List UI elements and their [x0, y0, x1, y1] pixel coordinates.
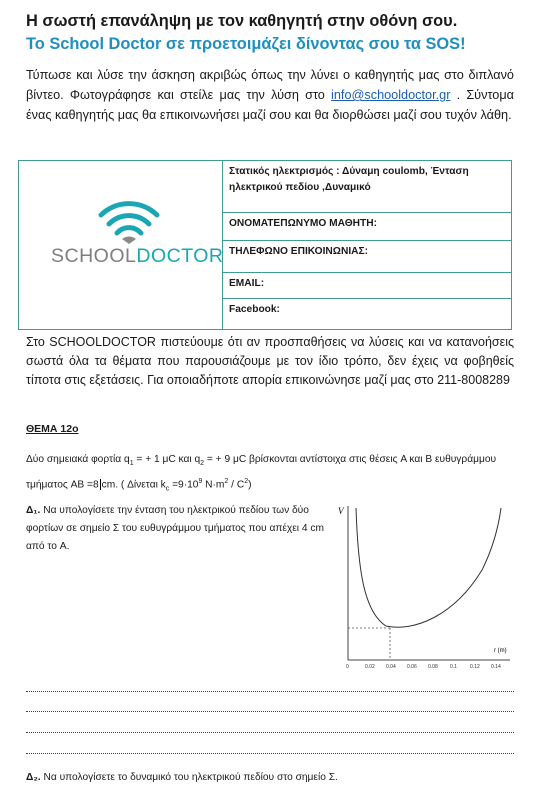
- question-d1-label: Δ₁.: [26, 505, 41, 516]
- wifi-logo-icon: [97, 199, 161, 245]
- phone-label: ΤΗΛΕΦΩΝΟ ΕΠΙΚΟΙΝΩΝΙΑΣ:: [229, 246, 369, 257]
- header-line-2: Το School Doctor σε προετοιμάζει δίνοντας σου τα SOS!: [26, 35, 466, 53]
- x-tick: 0.04: [386, 664, 396, 670]
- topic-field: [223, 161, 511, 213]
- answer-line: [26, 691, 514, 692]
- question-d2-label: Δ₂.: [26, 772, 41, 783]
- x-tick: 0: [346, 664, 349, 670]
- question-d1-text: Να υπολογίσετε την ένταση του ηλεκτρικού πεδίου των δύο φορτίων σε σημείο Σ του ευθυγράμμου τμήματος που απέχει 4 cm από το A.: [26, 505, 324, 552]
- student-info-box: [18, 160, 512, 330]
- x-tick: 0.1: [450, 664, 457, 670]
- answer-line: [26, 732, 514, 733]
- email-label: EMAIL:: [229, 278, 265, 289]
- logo-word-doctor: DOCTOR: [136, 245, 224, 267]
- student-name-field[interactable]: [223, 213, 511, 241]
- facebook-field[interactable]: [223, 299, 511, 329]
- logo-cell: [19, 161, 223, 329]
- exercise-title: ΘΕΜΑ 12ο: [26, 423, 79, 435]
- email-link[interactable]: info@schooldoctor.gr: [331, 88, 451, 102]
- intro-paragraph: [26, 65, 514, 125]
- y-axis-label: V: [338, 506, 344, 516]
- answer-line: [26, 753, 514, 754]
- student-name-label: ΟΝΟΜΑΤΕΠΩΝΥΜΟ ΜΑΘΗΤΗ:: [229, 218, 377, 229]
- facebook-label: Facebook:: [229, 304, 280, 315]
- intro-text: Τύπωσε και λύσε την άσκηση ακριβώς όπως την λύνει ο καθηγητής μας στο διπλανό βίντεο. Φωτογράφησε και στείλε μας την λύση στο: [26, 68, 514, 102]
- header-line-1: Η σωστή επανάληψη με τον καθηγητή στην οθόνη σου.: [26, 12, 458, 30]
- potential-graph: [334, 500, 516, 670]
- x-tick: 0.08: [428, 664, 438, 670]
- topic-text: Στατικός ηλεκτρισμός : Δύναμη coulomb, Ένταση ηλεκτρικού πεδίου ,Δυναμικό: [229, 166, 469, 193]
- answer-line: [26, 711, 514, 712]
- x-tick: 0.12: [470, 664, 480, 670]
- problem-statement: Δύο σημειακά φορτία $q_1$ = + 1 μC και $q_2$ = + 9 μC βρίσκονται αντίστοιχα στις θέσεις A και B ευθυγράμμου τμήματος AB =8 cm. ( Δίνεται $k_c =9\cdot 10^9$ $N\cdot m^2 / C^2$): [26, 454, 497, 493]
- x-tick: 0.06: [407, 664, 417, 670]
- email-field[interactable]: [223, 273, 511, 299]
- logo-wordmark: [51, 245, 224, 268]
- info-paragraph: Στο SCHOOLDOCTOR πιστεύουμε ότι αν προσπαθήσεις να λύσεις και να κατανοήσεις σωστά όλα τα θέματα που παρουσιάζουμε με τον ίδιο τρόπο, δεν έχεις να φοβηθείς τίποτα στις εξετάσεις. Για οποιαδήποτε απορία επικοινώνησε μαζί μας στο 211-8008289: [26, 335, 514, 387]
- question-d2: [26, 772, 516, 783]
- x-tick: 0.14: [491, 664, 501, 670]
- intro-text-end: . Σύντομα ένας καθηγητής μας θα επικοινωνήσει μαζί σου και θα διορθώσει μαζί σου τυχόν λάθη.: [26, 88, 514, 122]
- question-d2-text: Να υπολογίσετε το δυναμικό του ηλεκτρικού πεδίου στο σημείο Σ.: [40, 772, 338, 783]
- logo-word-school: SCHOOL: [51, 245, 137, 267]
- x-axis-label: r (m): [494, 648, 507, 654]
- x-tick: 0.02: [365, 664, 375, 670]
- phone-field[interactable]: [223, 241, 511, 273]
- question-d1: [26, 502, 326, 556]
